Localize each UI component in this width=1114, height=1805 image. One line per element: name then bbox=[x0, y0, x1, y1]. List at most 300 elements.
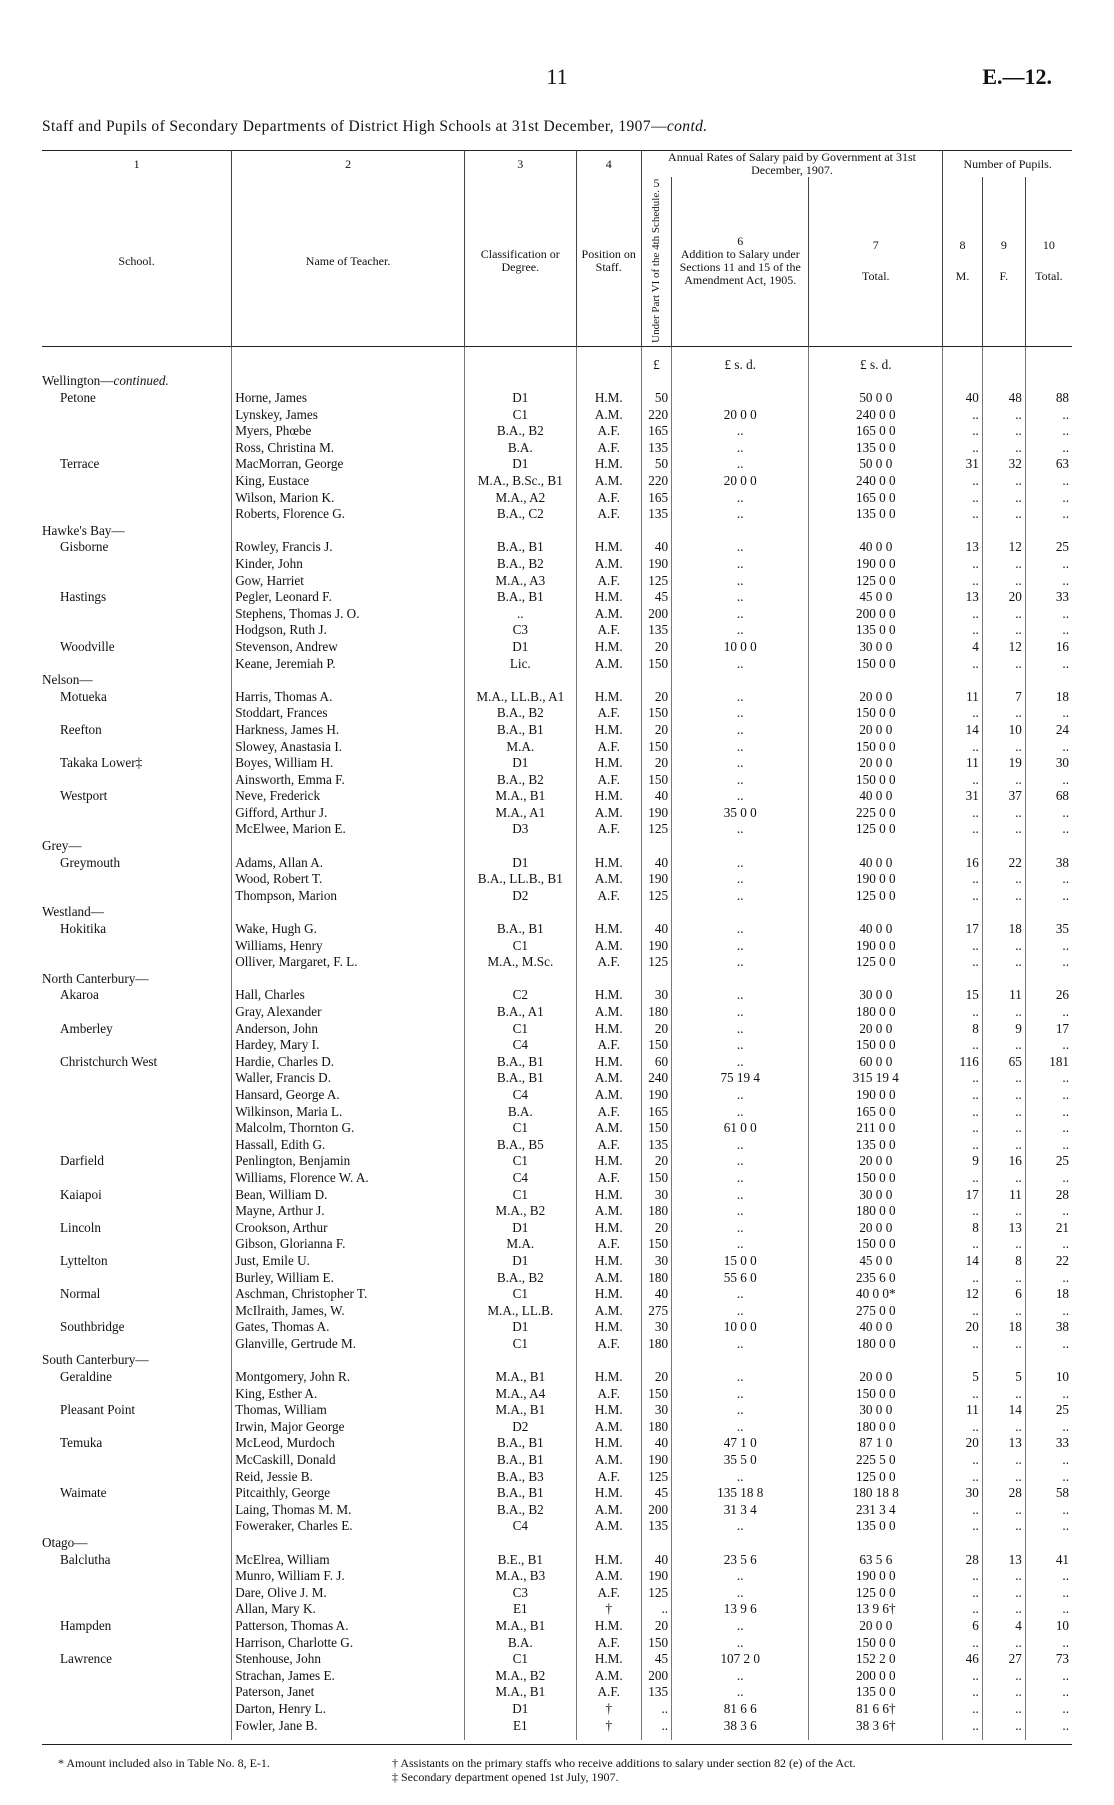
salary-part-vi: 40 bbox=[641, 855, 671, 872]
position: A.F. bbox=[576, 1037, 641, 1054]
teacher-name: Stenhouse, John bbox=[232, 1651, 465, 1668]
position: H.M. bbox=[576, 987, 641, 1004]
pupils-male: 116 bbox=[943, 1054, 983, 1071]
region-row bbox=[42, 971, 1072, 988]
salary-addition: .. bbox=[672, 589, 809, 606]
teacher-name: Waller, Francis D. bbox=[232, 1070, 465, 1087]
pupils-total: .. bbox=[1025, 506, 1072, 523]
table-row bbox=[42, 1386, 1072, 1403]
teacher-name: Myers, Phœbe bbox=[232, 423, 465, 440]
school-name bbox=[42, 622, 232, 639]
table-row bbox=[42, 1419, 1072, 1436]
school-name bbox=[42, 656, 232, 673]
header-under-part-vi: Under Part VI of the 4th Schedule. bbox=[649, 190, 662, 343]
pupils-female: .. bbox=[982, 1004, 1025, 1021]
salary-part-vi: 150 bbox=[641, 1120, 671, 1137]
school-name: Normal bbox=[60, 1286, 101, 1302]
report-reference: E.—12. bbox=[982, 64, 1052, 89]
pupils-total: 22 bbox=[1025, 1253, 1072, 1270]
salary-part-vi: 150 bbox=[641, 1635, 671, 1652]
salary-part-vi: 135 bbox=[641, 1518, 671, 1535]
position: H.M. bbox=[576, 1618, 641, 1635]
salary-part-vi: 40 bbox=[641, 1435, 671, 1452]
salary-addition: .. bbox=[672, 1137, 809, 1154]
school-name bbox=[42, 1120, 232, 1137]
salary-addition: .. bbox=[672, 440, 809, 457]
teacher-name: Aschman, Christopher T. bbox=[232, 1286, 465, 1303]
position: A.F. bbox=[576, 1336, 641, 1353]
position: H.M. bbox=[576, 921, 641, 938]
salary-addition: 13 9 6 bbox=[672, 1601, 809, 1618]
pupils-total: 38 bbox=[1025, 855, 1072, 872]
table-row bbox=[42, 1518, 1072, 1535]
salary-total: 30 0 0 bbox=[809, 1187, 943, 1204]
salary-total: 135 0 0 bbox=[809, 1137, 943, 1154]
salary-total: 275 0 0 bbox=[809, 1303, 943, 1320]
salary-addition: .. bbox=[672, 1004, 809, 1021]
classification: E1 bbox=[464, 1601, 576, 1618]
position: A.M. bbox=[576, 407, 641, 424]
region-name: South Canterbury— bbox=[42, 1352, 149, 1368]
pupils-female: .. bbox=[982, 805, 1025, 822]
salary-part-vi: 150 bbox=[641, 772, 671, 789]
table-row bbox=[42, 1037, 1072, 1054]
pupils-female: .. bbox=[982, 1585, 1025, 1602]
school-name: Hampden bbox=[60, 1617, 112, 1633]
staff-table bbox=[42, 150, 1072, 1740]
salary-part-vi: .. bbox=[641, 1601, 671, 1618]
pupils-male: .. bbox=[943, 1601, 983, 1618]
school-name: Darfield bbox=[60, 1153, 104, 1169]
table-row bbox=[42, 1618, 1072, 1635]
classification: B.A., A1 bbox=[464, 1004, 576, 1021]
position: H.M. bbox=[576, 539, 641, 556]
salary-addition: .. bbox=[672, 556, 809, 573]
salary-total: 20 0 0 bbox=[809, 1369, 943, 1386]
pupils-male: 8 bbox=[943, 1220, 983, 1237]
salary-total: 211 0 0 bbox=[809, 1120, 943, 1137]
salary-addition: .. bbox=[672, 1303, 809, 1320]
school-name bbox=[42, 821, 232, 838]
position: A.F. bbox=[576, 1585, 641, 1602]
pupils-male: 5 bbox=[943, 1369, 983, 1386]
table-row bbox=[42, 1170, 1072, 1187]
pupils-total: 10 bbox=[1025, 1369, 1072, 1386]
pupils-total: 10 bbox=[1025, 1618, 1072, 1635]
school-name bbox=[42, 1270, 232, 1287]
school-name bbox=[42, 1386, 232, 1403]
page-title bbox=[42, 118, 1072, 136]
salary-addition: .. bbox=[672, 1419, 809, 1436]
pupils-total: .. bbox=[1025, 656, 1072, 673]
pupils-female: .. bbox=[982, 1087, 1025, 1104]
school-name: Lawrence bbox=[60, 1651, 112, 1667]
salary-total: 40 0 0* bbox=[809, 1286, 943, 1303]
classification: B.A. bbox=[464, 440, 576, 457]
table-row bbox=[42, 1452, 1072, 1469]
classification: D1 bbox=[464, 755, 576, 772]
pupils-total: .. bbox=[1025, 1087, 1072, 1104]
header-addition: Addition to Salary under Sections 11 and 15 of the Amendment Act, 1905. bbox=[679, 247, 801, 288]
table-row bbox=[42, 805, 1072, 822]
classification: B.E., B1 bbox=[464, 1552, 576, 1569]
teacher-name: King, Eustace bbox=[232, 473, 465, 490]
salary-part-vi: 165 bbox=[641, 1104, 671, 1121]
footnote-double-dagger: ‡ Secondary department opened 1st July, 1907. bbox=[392, 1770, 619, 1784]
teacher-name: Darton, Henry L. bbox=[232, 1701, 465, 1718]
classification: M.A., B1 bbox=[464, 788, 576, 805]
table-row bbox=[42, 1303, 1072, 1320]
salary-part-vi: 50 bbox=[641, 456, 671, 473]
pupils-total: .. bbox=[1025, 938, 1072, 955]
position: H.M. bbox=[576, 1651, 641, 1668]
salary-total: 30 0 0 bbox=[809, 1402, 943, 1419]
teacher-name: Gow, Harriet bbox=[232, 573, 465, 590]
table-row bbox=[42, 1668, 1072, 1685]
pupils-male: .. bbox=[943, 938, 983, 955]
teacher-name: Stoddart, Frances bbox=[232, 705, 465, 722]
table-row bbox=[42, 1021, 1072, 1038]
pupils-female: .. bbox=[982, 1684, 1025, 1701]
salary-part-vi: 150 bbox=[641, 656, 671, 673]
salary-total: 150 0 0 bbox=[809, 1635, 943, 1652]
classification: M.A., LL.B., A1 bbox=[464, 689, 576, 706]
salary-addition: .. bbox=[672, 622, 809, 639]
salary-total: 125 0 0 bbox=[809, 1469, 943, 1486]
teacher-name: Foweraker, Charles E. bbox=[232, 1518, 465, 1535]
pupils-total: .. bbox=[1025, 1502, 1072, 1519]
school-name bbox=[42, 705, 232, 722]
pupils-female: 11 bbox=[982, 987, 1025, 1004]
salary-part-vi: 20 bbox=[641, 1618, 671, 1635]
salary-addition: .. bbox=[672, 490, 809, 507]
salary-addition: .. bbox=[672, 1153, 809, 1170]
teacher-name: Just, Emile U. bbox=[232, 1253, 465, 1270]
classification: C1 bbox=[464, 1021, 576, 1038]
position: A.F. bbox=[576, 622, 641, 639]
classification: M.A., B3 bbox=[464, 1568, 576, 1585]
salary-part-vi: 45 bbox=[641, 1485, 671, 1502]
pupils-male: .. bbox=[943, 1386, 983, 1403]
pupils-total: .. bbox=[1025, 556, 1072, 573]
position: A.M. bbox=[576, 1004, 641, 1021]
classification: B.A., B2 bbox=[464, 1270, 576, 1287]
pupils-female: 9 bbox=[982, 1021, 1025, 1038]
pupils-total: .. bbox=[1025, 1203, 1072, 1220]
table-row bbox=[42, 506, 1072, 523]
salary-part-vi: 180 bbox=[641, 1270, 671, 1287]
school-name bbox=[42, 1336, 232, 1353]
position: H.M. bbox=[576, 390, 641, 407]
pupils-total: 25 bbox=[1025, 539, 1072, 556]
salary-part-vi: 150 bbox=[641, 1386, 671, 1403]
table-row bbox=[42, 456, 1072, 473]
pupils-male: 11 bbox=[943, 689, 983, 706]
salary-addition: .. bbox=[672, 1635, 809, 1652]
teacher-name: Horne, James bbox=[232, 390, 465, 407]
salary-addition: .. bbox=[672, 1469, 809, 1486]
school-name bbox=[42, 1668, 232, 1685]
pupils-total: .. bbox=[1025, 622, 1072, 639]
units-row bbox=[42, 357, 1072, 374]
table-row bbox=[42, 390, 1072, 407]
table-row bbox=[42, 755, 1072, 772]
table-row bbox=[42, 440, 1072, 457]
pupils-total: 17 bbox=[1025, 1021, 1072, 1038]
table-row bbox=[42, 1187, 1072, 1204]
salary-addition: .. bbox=[672, 987, 809, 1004]
pupils-total: .. bbox=[1025, 490, 1072, 507]
salary-addition: .. bbox=[672, 1170, 809, 1187]
salary-part-vi: 40 bbox=[641, 1552, 671, 1569]
position: A.M. bbox=[576, 1120, 641, 1137]
teacher-name: Adams, Allan A. bbox=[232, 855, 465, 872]
school-name: Lincoln bbox=[60, 1219, 102, 1235]
table-row bbox=[42, 656, 1072, 673]
teacher-name: Harkness, James H. bbox=[232, 722, 465, 739]
pupils-total: .. bbox=[1025, 473, 1072, 490]
pupils-male: .. bbox=[943, 954, 983, 971]
position: A.M. bbox=[576, 606, 641, 623]
pupils-female: .. bbox=[982, 1568, 1025, 1585]
pupils-female: .. bbox=[982, 1104, 1025, 1121]
position: H.M. bbox=[576, 1369, 641, 1386]
position: A.F. bbox=[576, 440, 641, 457]
salary-part-vi: 60 bbox=[641, 1054, 671, 1071]
table-row bbox=[42, 1435, 1072, 1452]
salary-addition: 81 6 6 bbox=[672, 1701, 809, 1718]
salary-part-vi: 200 bbox=[641, 606, 671, 623]
pupils-female: 7 bbox=[982, 689, 1025, 706]
pupils-male: .. bbox=[943, 1170, 983, 1187]
salary-part-vi: 190 bbox=[641, 1452, 671, 1469]
salary-part-vi: 20 bbox=[641, 1153, 671, 1170]
table-row bbox=[42, 1137, 1072, 1154]
classification: B.A., B1 bbox=[464, 1054, 576, 1071]
teacher-name: Hodgson, Ruth J. bbox=[232, 622, 465, 639]
salary-total: 165 0 0 bbox=[809, 1104, 943, 1121]
school-name bbox=[42, 573, 232, 590]
spacer-row bbox=[42, 346, 1072, 357]
pupils-total: .. bbox=[1025, 888, 1072, 905]
classification: C1 bbox=[464, 1651, 576, 1668]
school-name: Waimate bbox=[60, 1485, 107, 1501]
salary-total: 20 0 0 bbox=[809, 1618, 943, 1635]
teacher-name: Glanville, Gertrude M. bbox=[232, 1336, 465, 1353]
pupils-female: 20 bbox=[982, 589, 1025, 606]
classification: B.A., B1 bbox=[464, 539, 576, 556]
classification: M.A., A3 bbox=[464, 573, 576, 590]
school-name bbox=[42, 1170, 232, 1187]
school-name: Temuka bbox=[60, 1435, 103, 1451]
salary-part-vi: 190 bbox=[641, 871, 671, 888]
salary-total: 150 0 0 bbox=[809, 1236, 943, 1253]
pupils-female: 5 bbox=[982, 1369, 1025, 1386]
title-main: Staff and Pupils of Secondary Departments of District High Schools at 31st December, 1907— bbox=[42, 118, 667, 135]
pupils-male: 16 bbox=[943, 855, 983, 872]
position: A.M. bbox=[576, 556, 641, 573]
school-name: Westport bbox=[60, 788, 108, 804]
region-name: Hawke's Bay— bbox=[42, 522, 125, 538]
salary-total: 190 0 0 bbox=[809, 938, 943, 955]
salary-part-vi: 135 bbox=[641, 1684, 671, 1701]
pupils-total: .. bbox=[1025, 1236, 1072, 1253]
pupils-female: 10 bbox=[982, 722, 1025, 739]
teacher-name: Allan, Mary K. bbox=[232, 1601, 465, 1618]
position: A.F. bbox=[576, 772, 641, 789]
pupils-male: .. bbox=[943, 1684, 983, 1701]
teacher-name: Crookson, Arthur bbox=[232, 1220, 465, 1237]
pupils-male: .. bbox=[943, 871, 983, 888]
table-row bbox=[42, 556, 1072, 573]
pupils-female: .. bbox=[982, 1270, 1025, 1287]
pupils-male: .. bbox=[943, 1203, 983, 1220]
salary-part-vi: 20 bbox=[641, 1220, 671, 1237]
salary-part-vi: 150 bbox=[641, 1037, 671, 1054]
pupils-total: 21 bbox=[1025, 1220, 1072, 1237]
teacher-name: Boyes, William H. bbox=[232, 755, 465, 772]
table-row bbox=[42, 1701, 1072, 1718]
salary-addition: .. bbox=[672, 1037, 809, 1054]
pupils-total: .. bbox=[1025, 1270, 1072, 1287]
pupils-male: .. bbox=[943, 1120, 983, 1137]
table-row bbox=[42, 1004, 1072, 1021]
salary-addition: .. bbox=[672, 1386, 809, 1403]
pupils-male: .. bbox=[943, 490, 983, 507]
header-num-9: 9 bbox=[1000, 238, 1007, 253]
classification: .. bbox=[464, 606, 576, 623]
pupils-female: .. bbox=[982, 622, 1025, 639]
classification: D2 bbox=[464, 888, 576, 905]
pupils-female: .. bbox=[982, 772, 1025, 789]
position: A.M. bbox=[576, 1568, 641, 1585]
teacher-name: Burley, William E. bbox=[232, 1270, 465, 1287]
pupils-female: 13 bbox=[982, 1220, 1025, 1237]
salary-total: 315 19 4 bbox=[809, 1070, 943, 1087]
position: A.F. bbox=[576, 490, 641, 507]
pupils-male: .. bbox=[943, 656, 983, 673]
table-row bbox=[42, 705, 1072, 722]
classification: C1 bbox=[464, 1187, 576, 1204]
pupils-female: 6 bbox=[982, 1286, 1025, 1303]
pupils-male: 15 bbox=[943, 987, 983, 1004]
pupils-female: 22 bbox=[982, 855, 1025, 872]
salary-total: 180 0 0 bbox=[809, 1336, 943, 1353]
teacher-name: Mayne, Arthur J. bbox=[232, 1203, 465, 1220]
school-name bbox=[42, 772, 232, 789]
salary-total: 150 0 0 bbox=[809, 1170, 943, 1187]
pupils-female: 48 bbox=[982, 390, 1025, 407]
salary-addition: .. bbox=[672, 755, 809, 772]
salary-total: 20 0 0 bbox=[809, 1220, 943, 1237]
position: † bbox=[576, 1701, 641, 1718]
classification: D1 bbox=[464, 1319, 576, 1336]
table-row bbox=[42, 639, 1072, 656]
classification: B.A., LL.B., B1 bbox=[464, 871, 576, 888]
salary-addition: 31 3 4 bbox=[672, 1502, 809, 1519]
pupils-female: .. bbox=[982, 1635, 1025, 1652]
salary-addition: .. bbox=[672, 855, 809, 872]
pupils-female: 8 bbox=[982, 1253, 1025, 1270]
teacher-name: Roberts, Florence G. bbox=[232, 506, 465, 523]
pupils-male: 31 bbox=[943, 788, 983, 805]
teacher-name: Rowley, Francis J. bbox=[232, 539, 465, 556]
pupils-male: .. bbox=[943, 440, 983, 457]
classification: M.A., M.Sc. bbox=[464, 954, 576, 971]
classification: D3 bbox=[464, 821, 576, 838]
position: † bbox=[576, 1718, 641, 1741]
salary-addition: .. bbox=[672, 1203, 809, 1220]
salary-addition: .. bbox=[672, 705, 809, 722]
salary-part-vi: 135 bbox=[641, 622, 671, 639]
salary-part-vi: 165 bbox=[641, 423, 671, 440]
pupils-female: .. bbox=[982, 440, 1025, 457]
school-name bbox=[42, 473, 232, 490]
salary-addition: .. bbox=[672, 821, 809, 838]
salary-total: 125 0 0 bbox=[809, 573, 943, 590]
header-col-10 bbox=[1025, 177, 1072, 346]
footnote-star: * Amount included also in Table No. 8, E-1. bbox=[58, 1756, 270, 1770]
salary-total: 135 0 0 bbox=[809, 506, 943, 523]
position: A.F. bbox=[576, 1684, 641, 1701]
pupils-total: .. bbox=[1025, 1170, 1072, 1187]
position: H.M. bbox=[576, 1253, 641, 1270]
classification: D2 bbox=[464, 1419, 576, 1436]
table-row bbox=[42, 1153, 1072, 1170]
salary-part-vi: 190 bbox=[641, 556, 671, 573]
salary-addition: 135 18 8 bbox=[672, 1485, 809, 1502]
header-salary-total: Total. bbox=[862, 269, 890, 284]
salary-addition: 75 19 4 bbox=[672, 1070, 809, 1087]
table-row bbox=[42, 423, 1072, 440]
teacher-name: Hansard, George A. bbox=[232, 1087, 465, 1104]
salary-part-vi: 180 bbox=[641, 1004, 671, 1021]
header-num-8: 8 bbox=[959, 238, 966, 253]
position: † bbox=[576, 1601, 641, 1618]
pupils-female: .. bbox=[982, 1452, 1025, 1469]
teacher-name: Strachan, James E. bbox=[232, 1668, 465, 1685]
pupils-total: .. bbox=[1025, 705, 1072, 722]
classification: B.A., B2 bbox=[464, 772, 576, 789]
pupils-female: .. bbox=[982, 1170, 1025, 1187]
pupils-total: .. bbox=[1025, 739, 1072, 756]
pupils-total: .. bbox=[1025, 1137, 1072, 1154]
pupils-female: .. bbox=[982, 871, 1025, 888]
classification: C1 bbox=[464, 938, 576, 955]
classification: B.A., B1 bbox=[464, 1070, 576, 1087]
salary-addition: .. bbox=[672, 888, 809, 905]
pupils-total: .. bbox=[1025, 606, 1072, 623]
header-pupils-group: Number of Pupils. bbox=[943, 151, 1072, 178]
pupils-total: 41 bbox=[1025, 1552, 1072, 1569]
salary-total: 20 0 0 bbox=[809, 755, 943, 772]
table-row bbox=[42, 1485, 1072, 1502]
table-row bbox=[42, 622, 1072, 639]
salary-total: 38 3 6† bbox=[809, 1718, 943, 1741]
school-name bbox=[42, 1701, 232, 1718]
school-name bbox=[42, 407, 232, 424]
teacher-name: Dare, Olive J. M. bbox=[232, 1585, 465, 1602]
school-name: Balclutha bbox=[60, 1551, 111, 1567]
table-row bbox=[42, 689, 1072, 706]
salary-addition: .. bbox=[672, 1220, 809, 1237]
table-row bbox=[42, 821, 1072, 838]
pupils-male: .. bbox=[943, 1469, 983, 1486]
salary-addition: .. bbox=[672, 1286, 809, 1303]
region-row bbox=[42, 523, 1072, 540]
pupils-male: 14 bbox=[943, 1253, 983, 1270]
salary-addition: 35 5 0 bbox=[672, 1452, 809, 1469]
